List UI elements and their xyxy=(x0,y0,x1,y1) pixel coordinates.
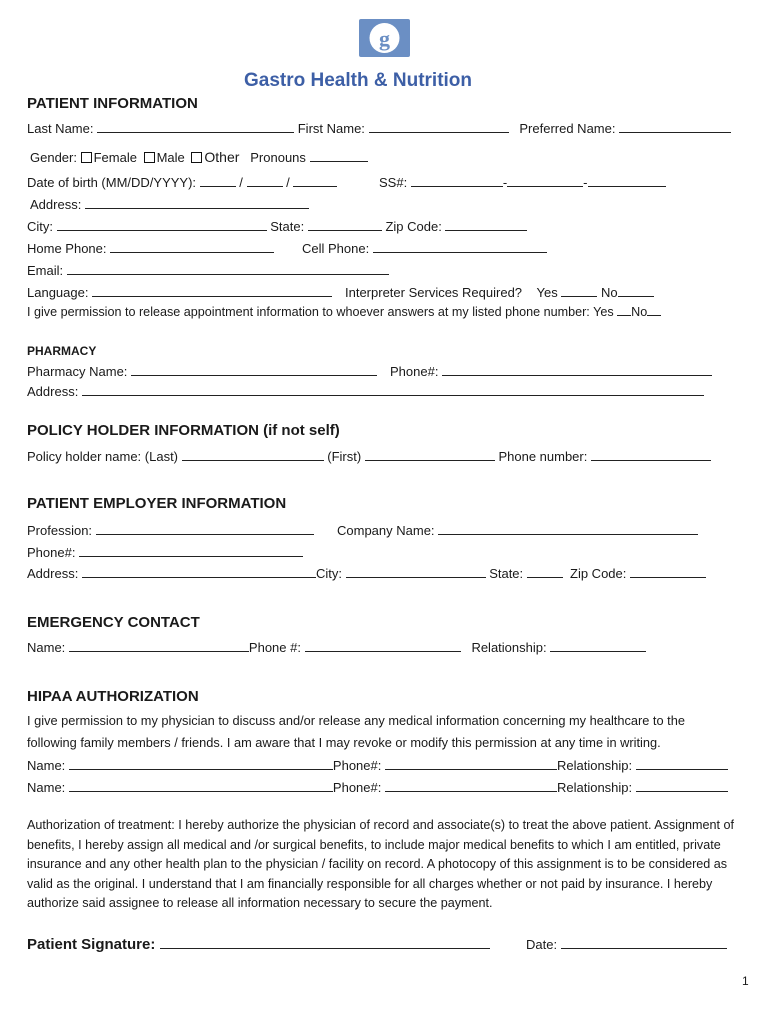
emergency-name-label: Name: xyxy=(27,640,66,655)
ssn-part1-field[interactable] xyxy=(411,174,503,187)
hipaa-name-label: Name: xyxy=(27,758,66,773)
pharmacy-name-label: Pharmacy Name: xyxy=(27,364,128,379)
hipaa-contact-row-2 xyxy=(27,779,728,795)
hipaa-relationship-label: Relationship: xyxy=(556,758,633,773)
interpreter-label: Interpreter Services Required? xyxy=(345,285,523,300)
city-label: City: xyxy=(27,219,53,234)
email-row xyxy=(27,262,389,278)
ssn-label: SS#: xyxy=(379,175,408,190)
interpreter-yes-label: Yes xyxy=(536,285,558,300)
signature-label: Patient Signature: xyxy=(27,936,156,953)
patient-info-heading: PATIENT INFORMATION xyxy=(27,95,198,112)
policy-holder-phone-label: Phone number: xyxy=(498,449,588,464)
hipaa-name-field-1[interactable] xyxy=(69,757,333,770)
home-phone-label: Home Phone: xyxy=(27,241,107,256)
state-label: State: xyxy=(270,219,305,234)
pharmacy-phone-field[interactable] xyxy=(442,363,712,376)
first-name-label: First Name: xyxy=(297,121,365,136)
company-row xyxy=(337,522,698,538)
signature-row xyxy=(27,934,490,953)
email-field[interactable] xyxy=(67,262,389,275)
emergency-name-field[interactable] xyxy=(69,639,249,652)
female-checkbox[interactable] xyxy=(81,152,92,163)
employer-address-label: Address: xyxy=(27,566,79,581)
ssn-part3-field[interactable] xyxy=(588,174,666,187)
pharmacy-address-field[interactable] xyxy=(82,383,704,396)
hipaa-line-2: following family members / friends. I am aware that I may revoke or modify this permission at any time in writing. xyxy=(27,735,661,750)
preferred-name-label: Preferred Name: xyxy=(519,121,616,136)
employer-zip-label: Zip Code: xyxy=(570,566,627,581)
hipaa-phone-field-2[interactable] xyxy=(385,779,557,792)
dob-label: Date of birth (MM/DD/YYYY): xyxy=(27,175,197,190)
pharmacy-address-row xyxy=(27,383,704,399)
gender-label: Gender: xyxy=(30,150,77,165)
home-phone-row xyxy=(27,240,274,256)
employer-zip-field[interactable] xyxy=(630,565,706,578)
pharmacy-phone-row xyxy=(390,363,712,379)
date-label: Date: xyxy=(526,937,558,952)
zip-label: Zip Code: xyxy=(385,219,442,234)
employer-phone-row xyxy=(27,544,303,560)
interpreter-row xyxy=(345,284,654,300)
dob-month-field[interactable] xyxy=(200,174,236,187)
pharmacy-name-field[interactable] xyxy=(131,363,377,376)
language-field[interactable] xyxy=(92,284,332,297)
other-label: Other xyxy=(204,149,240,165)
address-label: Address: xyxy=(30,197,82,212)
hipaa-phone-label: Phone#: xyxy=(332,758,382,773)
emergency-phone-label: Phone #: xyxy=(248,640,301,655)
language-label: Language: xyxy=(27,285,89,300)
company-label: Company Name: xyxy=(337,523,435,538)
phone-permission-row xyxy=(27,303,661,319)
other-checkbox[interactable] xyxy=(191,152,202,163)
language-row xyxy=(27,284,332,300)
cell-phone-field[interactable] xyxy=(373,240,547,253)
employer-city-field[interactable] xyxy=(346,565,486,578)
pharmacy-address-label: Address: xyxy=(27,384,79,399)
hipaa-name-field-2[interactable] xyxy=(69,779,333,792)
emergency-heading: EMERGENCY CONTACT xyxy=(27,614,200,631)
employer-address-field[interactable] xyxy=(82,565,316,578)
hipaa-relationship-label: Relationship: xyxy=(556,780,633,795)
state-field[interactable] xyxy=(308,218,382,231)
hipaa-phone-field-1[interactable] xyxy=(385,757,557,770)
cell-phone-row xyxy=(302,240,547,256)
cell-phone-label: Cell Phone: xyxy=(302,241,370,256)
home-phone-field[interactable] xyxy=(110,240,274,253)
ssn-row: SS#: - - xyxy=(379,174,666,190)
employer-phone-field[interactable] xyxy=(79,544,303,557)
email-label: Email: xyxy=(27,263,64,278)
policy-holder-first-label: (First) xyxy=(327,449,362,464)
hipaa-name-label: Name: xyxy=(27,780,66,795)
policy-holder-last-label: Policy holder name: (Last) xyxy=(27,449,179,464)
profession-label: Profession: xyxy=(27,523,93,538)
preferred-name-field[interactable] xyxy=(619,120,731,133)
policy-holder-heading: POLICY HOLDER INFORMATION (if not self) xyxy=(27,422,340,439)
hipaa-relationship-field-2[interactable] xyxy=(636,779,728,792)
page-number: 1 xyxy=(742,974,749,988)
last-name-label: Last Name: xyxy=(27,121,94,136)
gender-row xyxy=(30,149,368,165)
employer-state-field[interactable] xyxy=(527,565,563,578)
pronouns-field[interactable] xyxy=(310,149,368,162)
policy-holder-first-field[interactable] xyxy=(365,448,495,461)
dob-row: Date of birth (MM/DD/YYYY): / / xyxy=(27,174,337,190)
dob-year-field[interactable] xyxy=(293,174,337,187)
dob-day-field[interactable] xyxy=(247,174,283,187)
employer-heading: PATIENT EMPLOYER INFORMATION xyxy=(27,495,287,512)
permission-no-field[interactable] xyxy=(647,303,661,316)
employer-phone-label: Phone#: xyxy=(27,545,76,560)
emergency-phone-field[interactable] xyxy=(305,639,461,652)
emergency-relationship-field[interactable] xyxy=(550,639,646,652)
first-name-field[interactable] xyxy=(369,120,509,133)
policy-holder-phone-field[interactable] xyxy=(591,448,711,461)
hipaa-heading: HIPAA AUTHORIZATION xyxy=(27,688,199,705)
date-field[interactable] xyxy=(561,936,727,949)
letter-g-logo-icon xyxy=(359,19,410,57)
hipaa-line-1: I give permission to my physician to discuss and/or release any medical information concerning my healthcare to the xyxy=(27,713,685,728)
male-label: Male xyxy=(156,150,185,165)
female-label: Female xyxy=(93,150,137,165)
city-field[interactable] xyxy=(57,218,267,231)
company-field[interactable] xyxy=(438,522,698,535)
interpreter-yes-field[interactable] xyxy=(561,284,597,297)
name-row xyxy=(27,120,731,136)
pharmacy-heading: PHARMACY xyxy=(27,344,97,358)
zip-field[interactable] xyxy=(445,218,527,231)
profession-field[interactable] xyxy=(96,522,314,535)
pronouns-label: Pronouns xyxy=(250,150,306,165)
interpreter-no-field[interactable] xyxy=(618,284,654,297)
city-row xyxy=(27,218,527,234)
permission-yes-field[interactable] xyxy=(617,303,631,316)
employer-city-label: City: xyxy=(315,566,342,581)
emergency-relationship-label: Relationship: xyxy=(471,640,547,655)
permission-no-label: No xyxy=(631,305,648,319)
signature-field[interactable] xyxy=(160,934,490,949)
male-checkbox[interactable] xyxy=(144,152,155,163)
pharmacy-name-row xyxy=(27,363,377,379)
employer-state-label: State: xyxy=(489,566,524,581)
svg-text:g: g xyxy=(379,26,390,51)
policy-holder-row xyxy=(27,448,711,464)
emergency-row xyxy=(27,639,646,655)
ssn-part2-field[interactable] xyxy=(507,174,583,187)
profession-row xyxy=(27,522,314,538)
hipaa-relationship-field-1[interactable] xyxy=(636,757,728,770)
last-name-field[interactable] xyxy=(97,120,294,133)
address-field[interactable] xyxy=(85,196,309,209)
phone-permission-text: I give permission to release appointment information to whoever answers at my listed phone number: Yes xyxy=(27,305,614,319)
page-title: Gastro Health & Nutrition xyxy=(244,70,473,91)
employer-address-row xyxy=(27,565,706,581)
hipaa-contact-row-1 xyxy=(27,757,728,773)
pharmacy-phone-label: Phone#: xyxy=(390,364,439,379)
date-row xyxy=(526,936,727,952)
policy-holder-last-field[interactable] xyxy=(182,448,324,461)
logo xyxy=(359,19,410,57)
hipaa-phone-label: Phone#: xyxy=(332,780,382,795)
address-row xyxy=(30,196,309,212)
interpreter-no-label: No xyxy=(600,285,618,300)
authorization-paragraph: Authorization of treatment: I hereby authorize the physician of record and associate(s) to treat the above patient. Assignment of benefits, I hereby assign all medical and /or surgical benefits, to include major medical benefits to which I am entitled, private insurance and any other health plan to the physician / facility on record. A photocopy of this assignment is to be considered as valid as the original. I understand that I am financially responsible for all charges whether or not paid by insurance. I hereby authorize said assignee to release all information necessary to secure the payment. xyxy=(27,818,735,910)
